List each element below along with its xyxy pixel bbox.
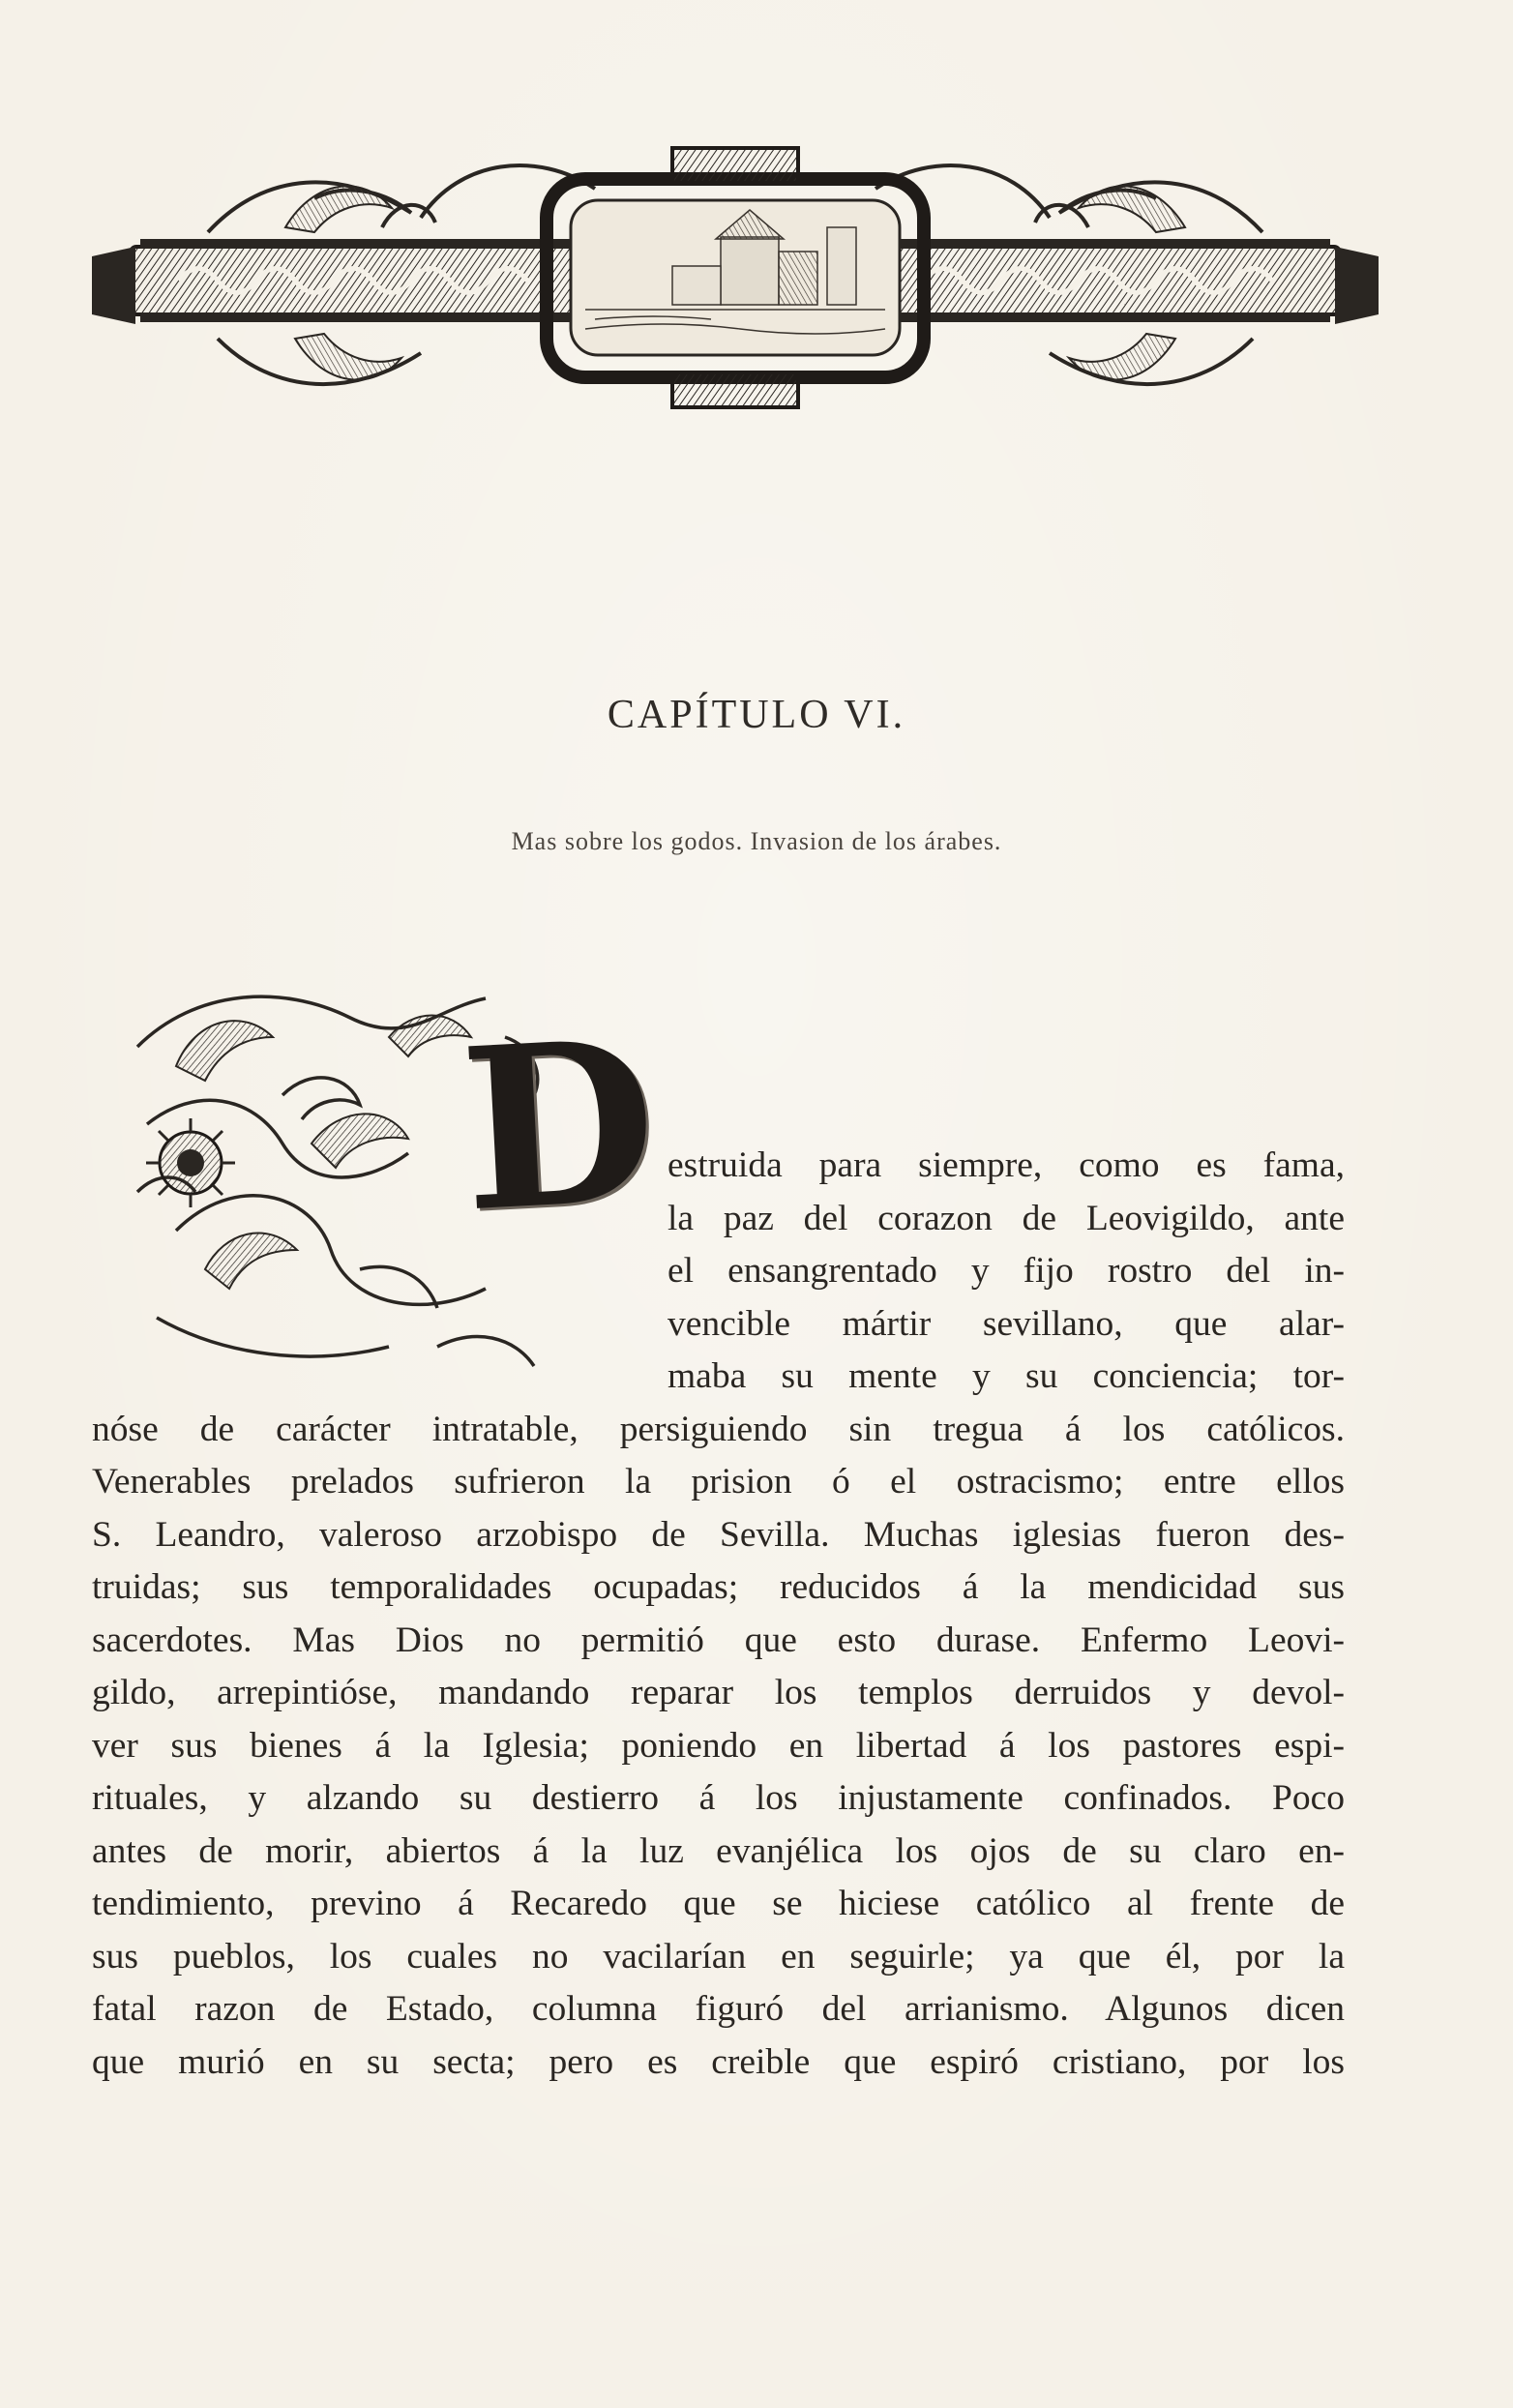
text-line: la paz del corazon de Leovigildo, ante [668,1198,1345,1238]
text-line: truidas; sus temporalidades ocupadas; reducidos á la mendicidad sus [92,1567,1345,1607]
text-line: ver sus bienes á la Iglesia; poniendo en libertad á los pastores espi- [92,1725,1345,1766]
text-line: tendimiento, previno á Recaredo que se hiciese católico al frente de [92,1884,1345,1923]
text-line: antes de morir, abiertos á la luz evanjélica los ojos de su claro en- [92,1830,1345,1871]
text-line: rituales, y alzando su destierro á los injustamente confinados. Poco [92,1778,1345,1818]
text-line: fatal razon de Estado, columna figuró del arrianismo. Algunos dicen [92,1989,1345,2029]
text-line: vencible mártir sevillano, que alar- [668,1303,1345,1344]
text-line: maba su mente y su conciencia; tor- [668,1356,1345,1396]
bleed-through-text [92,382,1427,963]
text-line: S. Leandro, valeroso arzobispo de Sevilla. Muchas iglesias fueron des- [92,1514,1345,1555]
text-line: estruida para siempre, como es fama, [668,1145,1345,1185]
text-line: Venerables prelados sufrieron la prision ó el ostracismo; entre ellos [92,1462,1345,1501]
text-line: que murió en su secta; pero es creible que espiró cristiano, por los [92,2041,1345,2082]
text-line: sus pueblos, los cuales no vacilarían en seguirle; ya que él, por la [92,1936,1345,1977]
drop-cap-initial: D [456,991,663,1263]
text-line: el ensangrentado y fijo rostro del in- [668,1251,1345,1291]
text-line: gildo, arrepintióse, mandando reparar los templos derruidos y devol- [92,1673,1345,1712]
chapter-subtitle: Mas sobre los godos. Invasion de los árabes. [511,827,1002,855]
text-line: sacerdotes. Mas Dios no permitió que esto durase. Enfermo Leovi- [92,1620,1345,1660]
ornamental-headpiece-icon [92,131,1379,421]
text-line: nóse de carácter intratable, persiguiendo sin tregua á los católicos. [92,1409,1345,1449]
chapter-title: CAPÍTULO VI. [607,693,906,737]
